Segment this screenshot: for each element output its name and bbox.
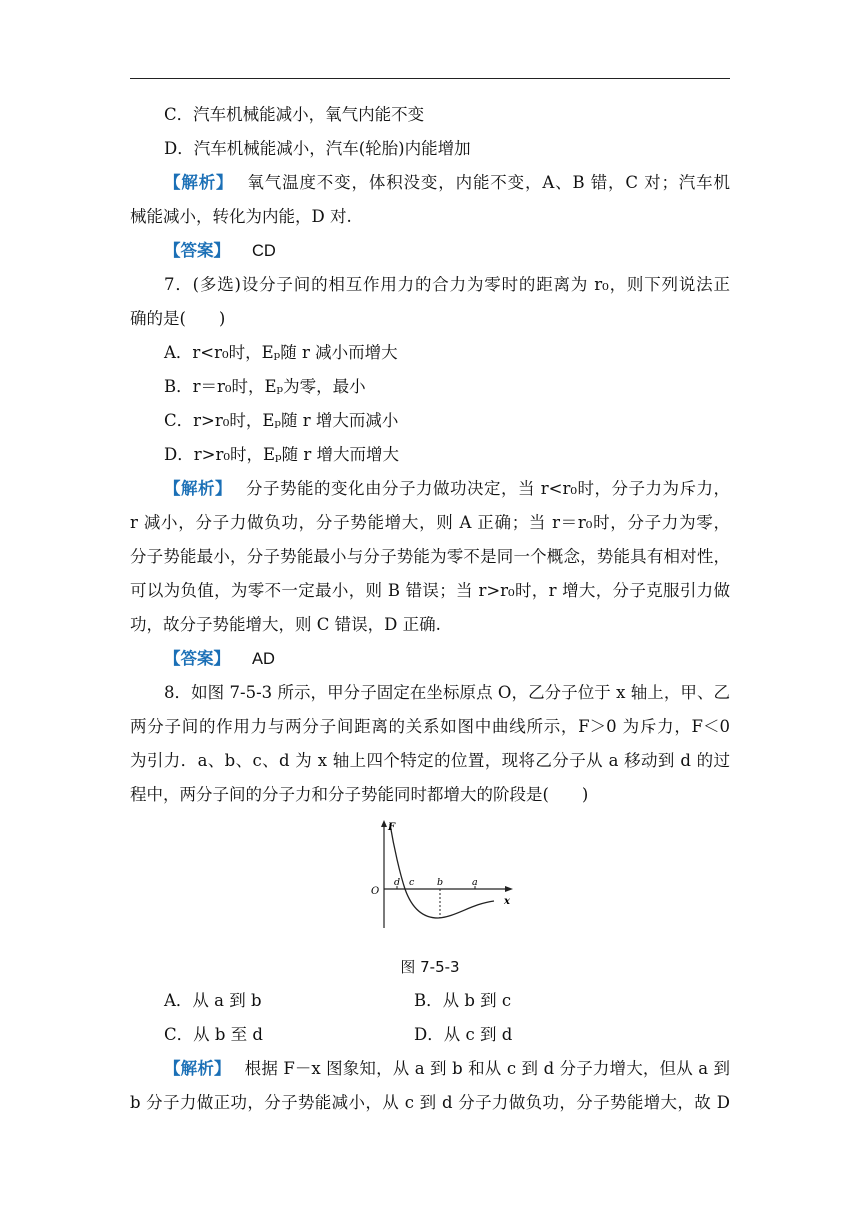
header-rule — [130, 78, 730, 79]
q8-option-d: D．从 c 到 d — [414, 1025, 513, 1044]
q6-analysis-text: 氧气温度不变，体积没变，内能不变，A、B 错，C 对；汽车机 — [247, 173, 731, 192]
point-label-a: a — [472, 877, 478, 888]
force-distance-figure — [130, 812, 730, 950]
point-label-c: c — [409, 877, 415, 888]
force-curve — [390, 824, 494, 918]
q7-answer-value: AD — [252, 650, 275, 668]
q7-answer — [130, 642, 730, 676]
origin-label: O — [371, 886, 380, 897]
q8-option-a: A．从 a 到 b — [164, 991, 262, 1010]
q8-analysis-text: 根据 F－x 图象知，从 a 到 b 和从 c 到 d 分子力增大，但从 a 到 — [244, 1059, 731, 1078]
force-curve-diagram — [366, 818, 516, 930]
q7-option-c: C．r>r₀时，Eₚ随 r 增大而减小 — [164, 411, 399, 430]
q7-analysis-line-4: 可以为负值，为零不一定最小，则 B 错误；当 r>r₀时，r 增大，分子克服引力做 — [130, 581, 730, 600]
q8-stem-line-4: 程中，两分子间的分子力和分子势能同时都增大的阶段是( ) — [130, 785, 589, 804]
analysis-tag: 【解析】 — [164, 173, 234, 192]
q8-stem-line-3: 为引力．a、b、c、d 为 x 轴上四个特定的位置，现将乙分子从 a 移动到 d 的过 — [130, 751, 730, 770]
q8-analysis-line-2: b 分子力做正功，分子势能减小，从 c 到 d 分子力做负功，分子势能增大，故 D — [130, 1093, 730, 1112]
q7-analysis-line-2: r 减小，分子力做负功，分子势能增大，则 A 正确；当 r＝r₀时，分子力为零， — [130, 513, 730, 532]
y-axis-label: F — [388, 822, 396, 833]
q7-option-d: D．r>r₀时，Eₚ随 r 增大而增大 — [164, 445, 399, 464]
q7-analysis-line-1 — [130, 472, 730, 506]
q7-stem-line-2: 确的是( ) — [130, 309, 226, 328]
q8-options-row-1 — [130, 984, 730, 1018]
q6-option-d: D．汽车机械能减小，汽车(轮胎)内能增加 — [164, 139, 471, 158]
q6-option-c: C．汽车机械能减小，氧气内能不变 — [164, 105, 425, 124]
q8-option-c: C．从 b 至 d — [164, 1025, 263, 1044]
point-label-d: d — [394, 877, 401, 888]
q7-option-a: A．r<r₀时，Eₚ随 r 减小而增大 — [164, 343, 398, 362]
q6-analysis-line-1 — [130, 166, 730, 200]
q8-options-row-2 — [130, 1018, 730, 1052]
x-axis-label: x — [504, 896, 510, 907]
y-axis-arrow — [381, 820, 387, 827]
page-content — [130, 98, 730, 1120]
q7-stem-line-1: 7．(多选)设分子间的相互作用力的合力为零时的距离为 r₀，则下列说法正 — [164, 275, 730, 294]
q8-stem-line-1: 8．如图 7-5-3 所示，甲分子固定在坐标原点 O，乙分子位于 x 轴上，甲、乙 — [164, 683, 730, 702]
q8-analysis-line-1 — [130, 1052, 730, 1086]
figure-caption: 图 7-5-3 — [400, 958, 460, 976]
q6-answer-value: CD — [252, 242, 276, 260]
answer-tag: 【答案】 — [164, 241, 230, 260]
x-axis-arrow — [505, 886, 513, 892]
q8-option-b: B．从 b 到 c — [414, 991, 512, 1010]
q7-analysis-line-3: 分子势能最小，分子势能最小与分子势能为零不是同一个概念，势能具有相对性， — [130, 547, 730, 566]
q6-answer — [130, 234, 730, 268]
q8-stem-line-2: 两分子间的作用力与两分子间距离的关系如图中曲线所示，F＞0 为斥力，F＜0 — [130, 717, 730, 736]
q7-option-b: B．r＝r₀时，Eₚ为零，最小 — [164, 377, 366, 396]
q6-analysis-line-2: 械能减小，转化为内能，D 对. — [130, 207, 352, 226]
q7-analysis-line-5: 功，故分子势能增大，则 C 错误，D 正确. — [130, 615, 441, 634]
analysis-tag: 【解析】 — [164, 1059, 231, 1078]
q7-analysis-text: 分子势能的变化由分子力做功决定，当 r<r₀时，分子力为斥力， — [246, 479, 731, 498]
answer-tag: 【答案】 — [164, 649, 230, 668]
point-label-b: b — [437, 877, 444, 888]
analysis-tag: 【解析】 — [164, 479, 233, 498]
